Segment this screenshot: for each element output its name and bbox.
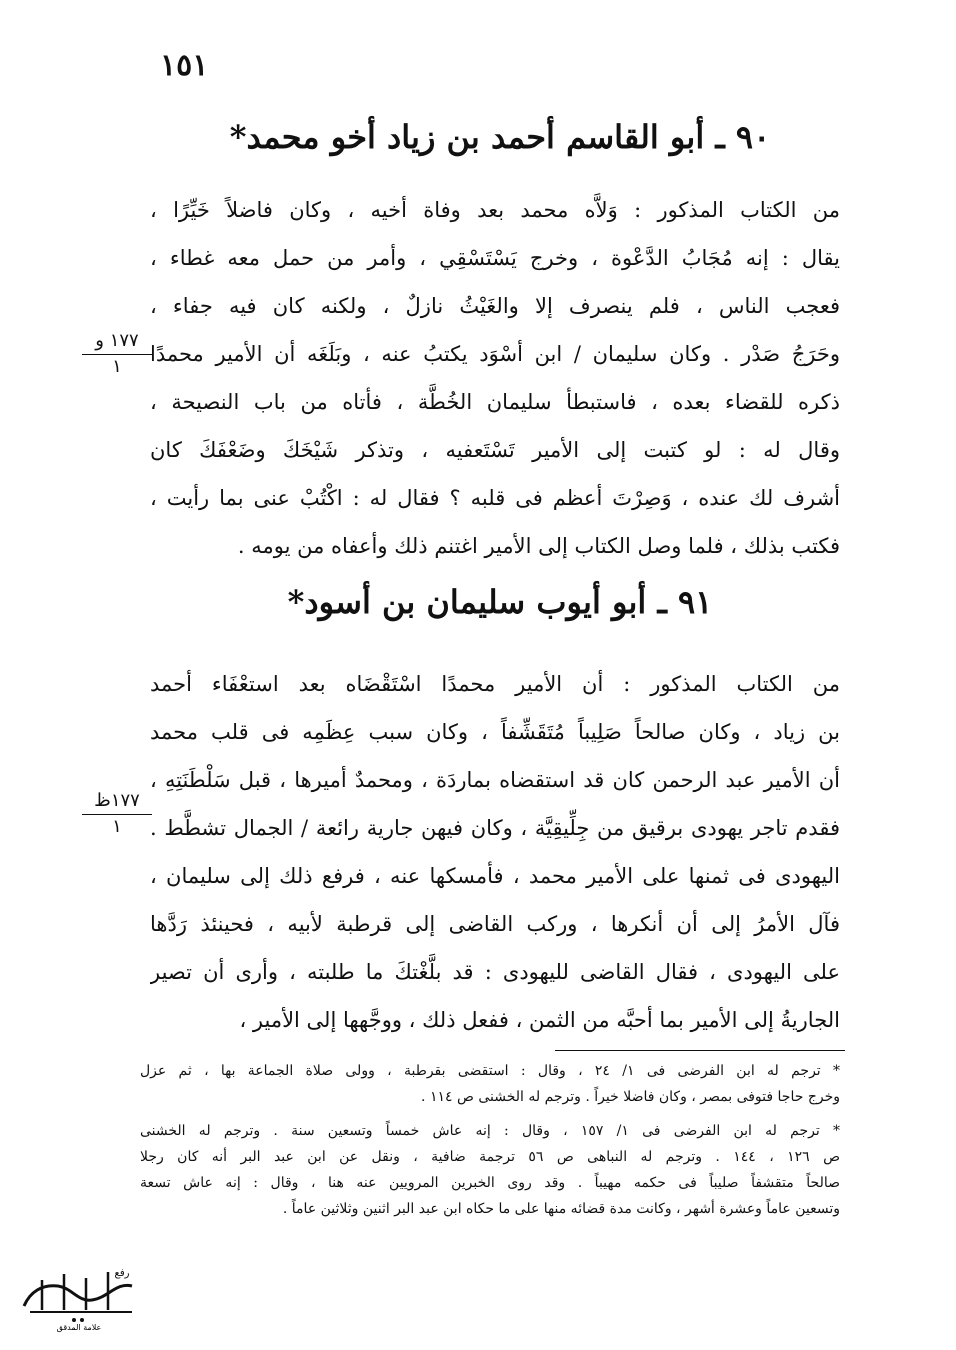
footnote-line: ص ١٢٦ ، ١٤٤ . وترجم له النباهى ص ٥٦ ترجمة ضافية ، ونقل عن ابن عبد البر أنه كان رجلا <box>140 1149 840 1165</box>
body-line: أشرف لك عنده ، وَصِرْتَ أعظم فى قلبه ؟ فقال له : اكْتُبْ عنى بما رأيت ، <box>150 486 840 510</box>
body-line: على اليهودى ، فقال القاضى لليهودى : قد بلَّغْتكَ ما طلبته ، وأرى أن تصير <box>150 960 840 984</box>
footnote-line: * ترجم له ابن الفرضى فى ١/ ١٥٧ ، وقال : إنه عاش خمساً وتسعين سنة . وترجم له الخشنى <box>140 1123 840 1139</box>
calligraphic-stamp-logo <box>12 1262 147 1334</box>
footnote-line: وتسعين عاماً وعشرة أشهر ، وكانت مدة قضائه منها على ما حكاه ابن عبد البر اثنين وثلاثين عاماً . <box>282 1201 840 1217</box>
body-line: أن الأمير عبد الرحمن كان قد استقضاه بماردَة ، ومحمدٌ أميرها ، قبل سَلْطَنَتِهِ ، <box>150 768 840 792</box>
body-line: من الكتاب المذكور : أن الأمير محمدًا اسْتَقْضَاه بعد استعْفَاء أحمد <box>150 672 840 696</box>
margin-note-folio <box>82 330 152 377</box>
body-line: فآل الأمرُ إلى أن أنكرها ، وركب القاضى إلى قرطبة لأبيه ، فحينئذ رَدَّها <box>150 912 840 936</box>
footnote-line: صالحاً متقشفاً صليباً فى حكمه مهيباً . وقد روى الخبرين المرويين عنه هنا ، وقال : إنه عاش تسعة <box>140 1175 840 1191</box>
body-line: يقال : إنه مُجَابُ الدَّعْوة ، وخرج يَسْتَسْقِي ، وأمر من حمل معه غطاء ، <box>150 246 840 270</box>
body-line: ذكره للقضاء بعده ، فاستبطأ سليمان الخُطَّة ، فأتاه من باب النصيحة ، <box>150 390 840 414</box>
margin-note-folio-ref: ١٧٧ظ <box>94 790 140 811</box>
footnote-line: * ترجم له ابن الفرضى فى ١/ ٢٤ ، وقال : استقضى بقرطبة ، وولى صلاة الجماعة بها ، ثم عزل <box>140 1063 840 1079</box>
body-line: فكتب بذلك ، فلما وصل الكتاب إلى الأمير اغتنم ذلك وأعفاه من يومه . <box>237 534 840 558</box>
stamp-name: المسيطر <box>45 1290 113 1311</box>
margin-note-folio-sub: ١ <box>112 816 122 837</box>
footnote-gap <box>140 1110 840 1118</box>
body-line: بن زياد ، وكان صالحاً صَلِيباً مُتَقَشِّفاً ، وكان سبب عِظَمِه فى قلب محمد <box>150 720 840 744</box>
margin-note-folio-ref: ١٧٧ و <box>95 330 139 351</box>
footnote-line: وخرج حاجا فتوفى بمصر ، وكان فاضلا خيراً . وترجم له الخشنى ص ١١٤ . <box>421 1089 840 1105</box>
footnotes <box>140 1058 840 1222</box>
body-line: وقال له : لو كتبت إلى الأمير تَسْتَعفيه ، وتذكر شَيْخَكَ وضَعْفَكَ كان <box>150 438 840 462</box>
entry-90-body <box>150 186 840 570</box>
body-line: الجاريةُ إلى الأمير بما أحبَّه من الثمن ، ففعل ذلك ، ووجَّهها إلى الأمير ، <box>239 1008 840 1032</box>
body-line: اليهودى فى ثمنها على الأمير محمد ، فأمسكها عنه ، فرفع ذلك إلى سليمان ، <box>150 864 840 888</box>
body-line: فعجب الناس ، فلم ينصرف إلا والغَيْثُ نازلٌ ، ولكنه كان فيه جفاء ، <box>150 294 840 318</box>
footnote-divider <box>555 1050 845 1051</box>
margin-note-rule <box>82 354 152 355</box>
body-line: فقدم تاجر يهودى برقيق من جِلِّيقِيَّة ، وكان فيهن جارية رائعة / الجمال تشطَّط . <box>150 816 840 840</box>
body-line: من الكتاب المذكور : وَلاَّه محمد بعد وفاة أخيه ، وكان فاضلاً خَيِّرًا ، <box>150 198 840 222</box>
body-line: وحَرَجُ صَدْر . وكان سليمان / ابن أسْوَد يكتبُ عنه ، وبَلَغَه أن الأمير محمدًا <box>150 342 840 366</box>
stamp-subcaption: علامة المدقق <box>56 1323 102 1332</box>
entry-91-heading: ٩١ ـ أبو أيوب سليمان بن أسود* <box>287 583 713 621</box>
entry-91-body <box>150 660 840 1044</box>
margin-note-rule <box>82 814 152 815</box>
page-number: ١٥١ <box>160 48 209 83</box>
entry-90-heading: ٩٠ ـ أبو القاسم أحمد بن زياد أخو محمد* <box>229 118 771 156</box>
stamp-caption: رفع <box>114 1268 130 1279</box>
margin-note-folio-sub: ١ <box>112 356 122 377</box>
margin-note-folio <box>82 790 152 837</box>
